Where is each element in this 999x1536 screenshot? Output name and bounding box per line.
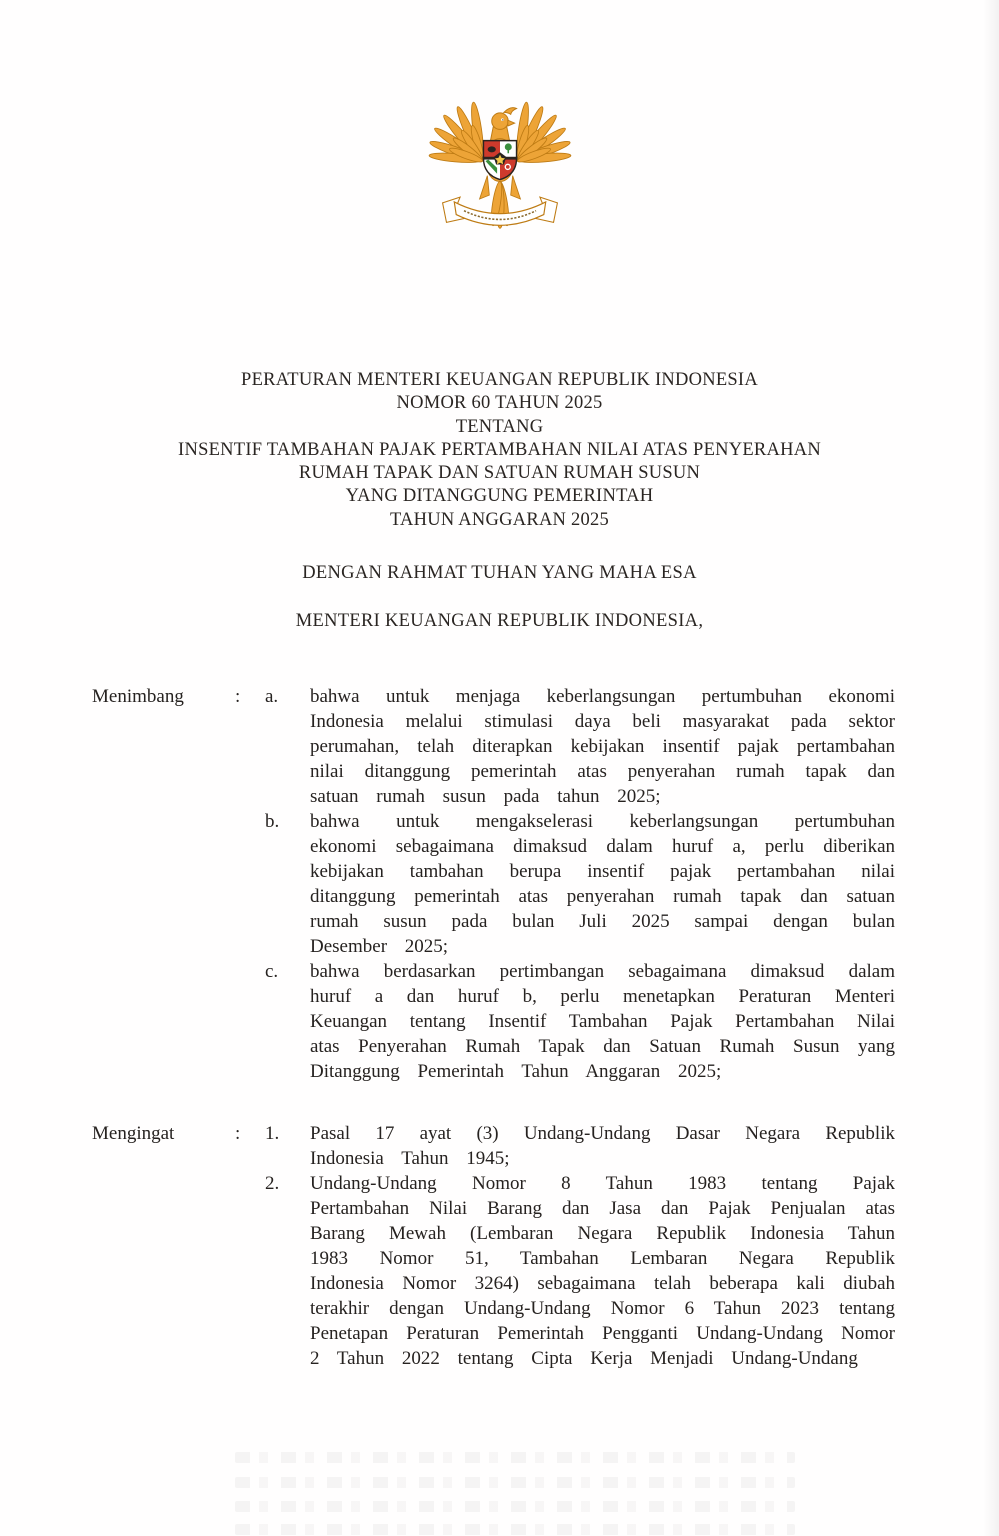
pancasila-shield [482,141,517,180]
section-colon: : [235,1123,241,1144]
item-marker: c. [265,961,279,982]
consideration-item-b [265,809,895,959]
garuda-pancasila-icon [427,90,573,244]
item-text: bahwa untuk mengakselerasi keberlangsungan pertumbuhan ekonomi sebagaimana dimaksud dalam huruf a, perlu diberikan kebijakan tambahan berupa insentif pajak pertambahan nilai ditanggung pemerintah atas penyerahan rumah tapak dan satuan rumah susun pada bulan Juli 2025 sampai dengan bulan Desember 2025; [310,811,895,957]
document-title [0,369,999,532]
consideration-item-c [265,959,895,1084]
item-marker: b. [265,811,280,832]
legal-basis-item-2 [265,1171,895,1371]
bleed-through-ghost-row [235,1524,795,1535]
item-text: bahwa untuk menjaga keberlangsungan pertumbuhan ekonomi Indonesia melalui stimulasi daya beli masyarakat pada sektor perumahan, telah diterapkan kebijakan insentif pajak pertambahan nilai ditanggung pemerintah atas penyerahan rumah tapak dan satuan rumah susun pada tahun 2025; [310,686,895,807]
section-colon: : [235,686,241,707]
item-text: Undang-Undang Nomor 8 Tahun 1983 tentang Pajak Pertambahan Nilai Barang dan Jasa dan Pajak Penjualan atas Barang Mewah (Lembaran Negara Republik Indonesia Tahun 1983 Nomor 51, Tambahan Lembaran Negara Republik Indonesia Nomor 3264) sebagaimana telah beberapa kali diubah terakhir dengan Undang-Undang Nomor 6 Tahun 2023 tentang Penetapan Peraturan Pemerintah Pengganti Undang-Undang Nomor 2 Tahun 2022 tentang Cipta Kerja Menjadi Undang-Undang [310,1173,895,1369]
item-marker: a. [265,686,279,707]
left-wing [428,102,485,165]
bleed-through-ghost-row [235,1477,795,1488]
consideration-item-a [265,684,895,809]
title-line-5: RUMAH TAPAK DAN SATUAN RUMAH SUSUN [298,463,701,484]
section-items [265,684,895,1084]
authority-line: MENTERI KEUANGAN REPUBLIK INDONESIA, [295,611,704,631]
scan-edge-shade [983,0,999,1536]
title-line-7: TAHUN ANGGARAN 2025 [389,509,610,530]
right-wing [514,102,571,165]
pupil [502,119,503,120]
title-line-1: PERATURAN MENTERI KEUANGAN REPUBLIK INDONESIA [241,370,758,390]
item-text: bahwa berdasarkan pertimbangan sebagaimana dimaksud dalam huruf a dan huruf b, perlu menetapkan Peraturan Menteri Keuangan tentang Insentif Tambahan Pajak Pertambahan Nilai atas Penyerahan Rumah Tapak dan Satuan Rumah Susun yang Ditanggung Pemerintah Tahun Anggaran 2025; [310,961,895,1082]
section-label: Mengingat [92,1123,175,1144]
bleed-through-ghost-row [235,1452,795,1463]
garuda-pancasila-emblem [427,90,573,244]
title-line-3: TENTANG [455,416,544,437]
item-text: Pasal 17 ayat (3) Undang-Undang Dasar Negara Republik Indonesia Tahun 1945; [310,1123,895,1169]
legal-basis-item-1 [265,1121,895,1171]
bleed-through-ghost-row [235,1501,795,1512]
title-line-2: NOMOR 60 TAHUN 2025 [396,393,603,414]
invocation-line: DENGAN RAHMAT TUHAN YANG MAHA ESA [302,563,697,583]
title-line-4: INSENTIF TAMBAHAN PAJAK PERTAMBAHAN NILAI ATAS PENYERAHAN [178,439,821,460]
section-label: Menimbang [92,686,184,707]
section-items [265,1121,895,1371]
item-marker: 1. [265,1123,280,1144]
title-line-6: YANG DITANGGUNG PEMERINTAH [345,486,654,507]
section-menimbang [92,684,895,1084]
item-marker: 2. [265,1173,280,1194]
document-body [92,684,895,1371]
section-mengingat [92,1121,895,1371]
